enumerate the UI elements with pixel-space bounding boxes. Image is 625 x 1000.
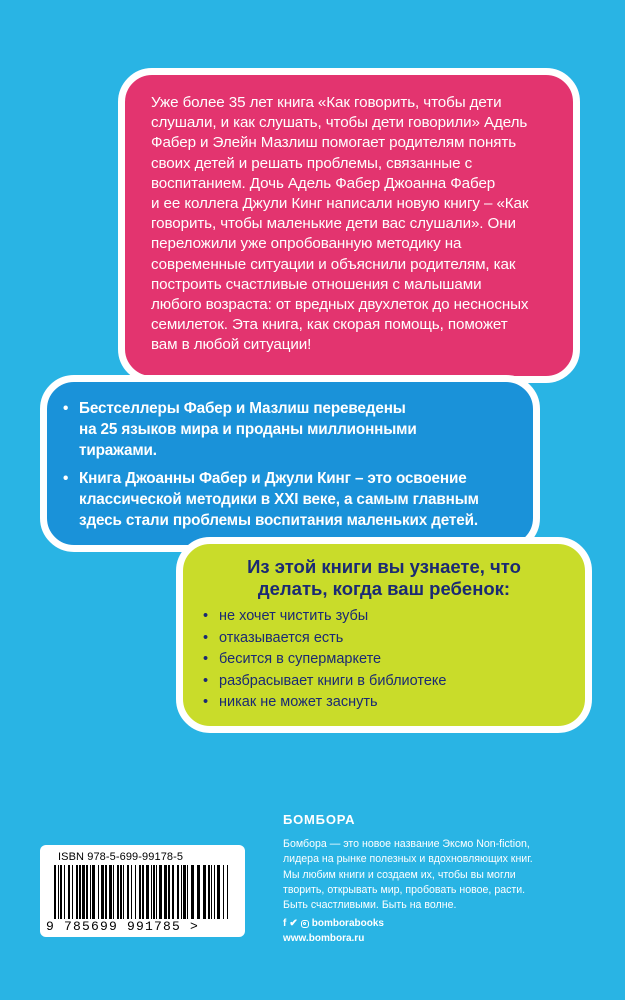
description-line: построить счастливые отношения с малышами [151,275,482,293]
publisher-description-line: Быть счастливыми. Быть на волне. [283,899,457,912]
isbn-label: ISBN 978-5-699-99178-5 [58,851,184,863]
highlight-item [63,468,521,531]
highlight-line: Книга Джоанны Фабер и Джули Кинг – это освоение [79,470,467,487]
barcode-digits: 9 785699 991785 > [46,919,200,934]
highlight-line: тиражами. [79,442,157,459]
learn-list [203,606,565,714]
barcode-card [40,845,245,937]
learn-item: • разбрасывает книги в библиотеке [203,671,565,693]
publisher-website: www.bombora.ru [283,933,365,944]
highlights-list [63,398,521,531]
description-line: Фабер и Элейн Мазлиш помогает родителям понять [151,134,517,152]
learn-item: • никак не может заснуть [203,692,565,714]
description-panel [118,68,580,383]
highlights-panel [40,375,540,552]
description-line: любого возраста: от вредных двухлеток до несносных [151,296,529,314]
description-line: воспитанием. Дочь Адель Фабер Джоанна Фабер [151,174,496,192]
learn-title-line: делать, когда ваш ребенок: [257,578,511,599]
publisher-logo: БОМБОРА [283,812,356,827]
learn-title [203,556,565,600]
learn-item: • отказывается есть [203,628,565,650]
barcode-image [52,865,234,921]
publisher-description-line: Бомбора — это новое название Эксмо Non-fiction, [283,838,530,850]
learn-item: • бесится в супермаркете [203,649,565,671]
description-line: переложили уже опробованную методику на [151,235,462,253]
highlight-line: Бестселлеры Фабер и Мазлиш переведены [79,400,406,417]
description-line: современные ситуации и объяснили родителям, как [151,255,516,273]
description-line: семилеток. Эта книга, как скорая помощь, поможет [151,316,508,334]
highlight-item [63,398,521,461]
highlight-line: классической методики в XXI веке, а самым главным [79,491,479,508]
description-line: Уже более 35 лет книга «Как говорить, чтобы дети [151,94,502,111]
learn-panel [176,537,592,733]
learn-title-line: Из этой книги вы узнаете, что [247,556,521,577]
facebook-icon: f [283,918,287,929]
publisher-description-line: творить, открывать мир, пробовать новое, расти. [283,883,526,896]
description-line: слушали, и как слушать, чтобы дети говорили» Адель [151,114,528,132]
highlight-line: на 25 языков мира и проданы миллионными [79,421,417,438]
social-handle: bomborabooks [311,918,384,929]
learn-item: • не хочет чистить зубы [203,606,565,628]
description-line: своих детей и решать проблемы, связанные с [151,154,473,172]
vk-icon: ✔ [289,918,298,929]
social-links [283,918,384,929]
description-line: вам в любой ситуации! [151,336,312,354]
publisher-description-line: лидера на рынке полезных и вдохновляющих книг. [283,853,533,866]
description-line: и ее коллега Джули Кинг написали новую книгу – «Как [151,195,529,213]
highlight-line: здесь стали проблемы воспитания маленьких детей. [79,512,478,529]
publisher-description [283,837,603,913]
publisher-description-line: Мы любим книги и создаем их, чтобы вы могли [283,868,516,881]
description-line: говорить, чтобы маленькие дети вас слушали». Они [151,215,516,233]
instagram-icon [301,920,309,928]
